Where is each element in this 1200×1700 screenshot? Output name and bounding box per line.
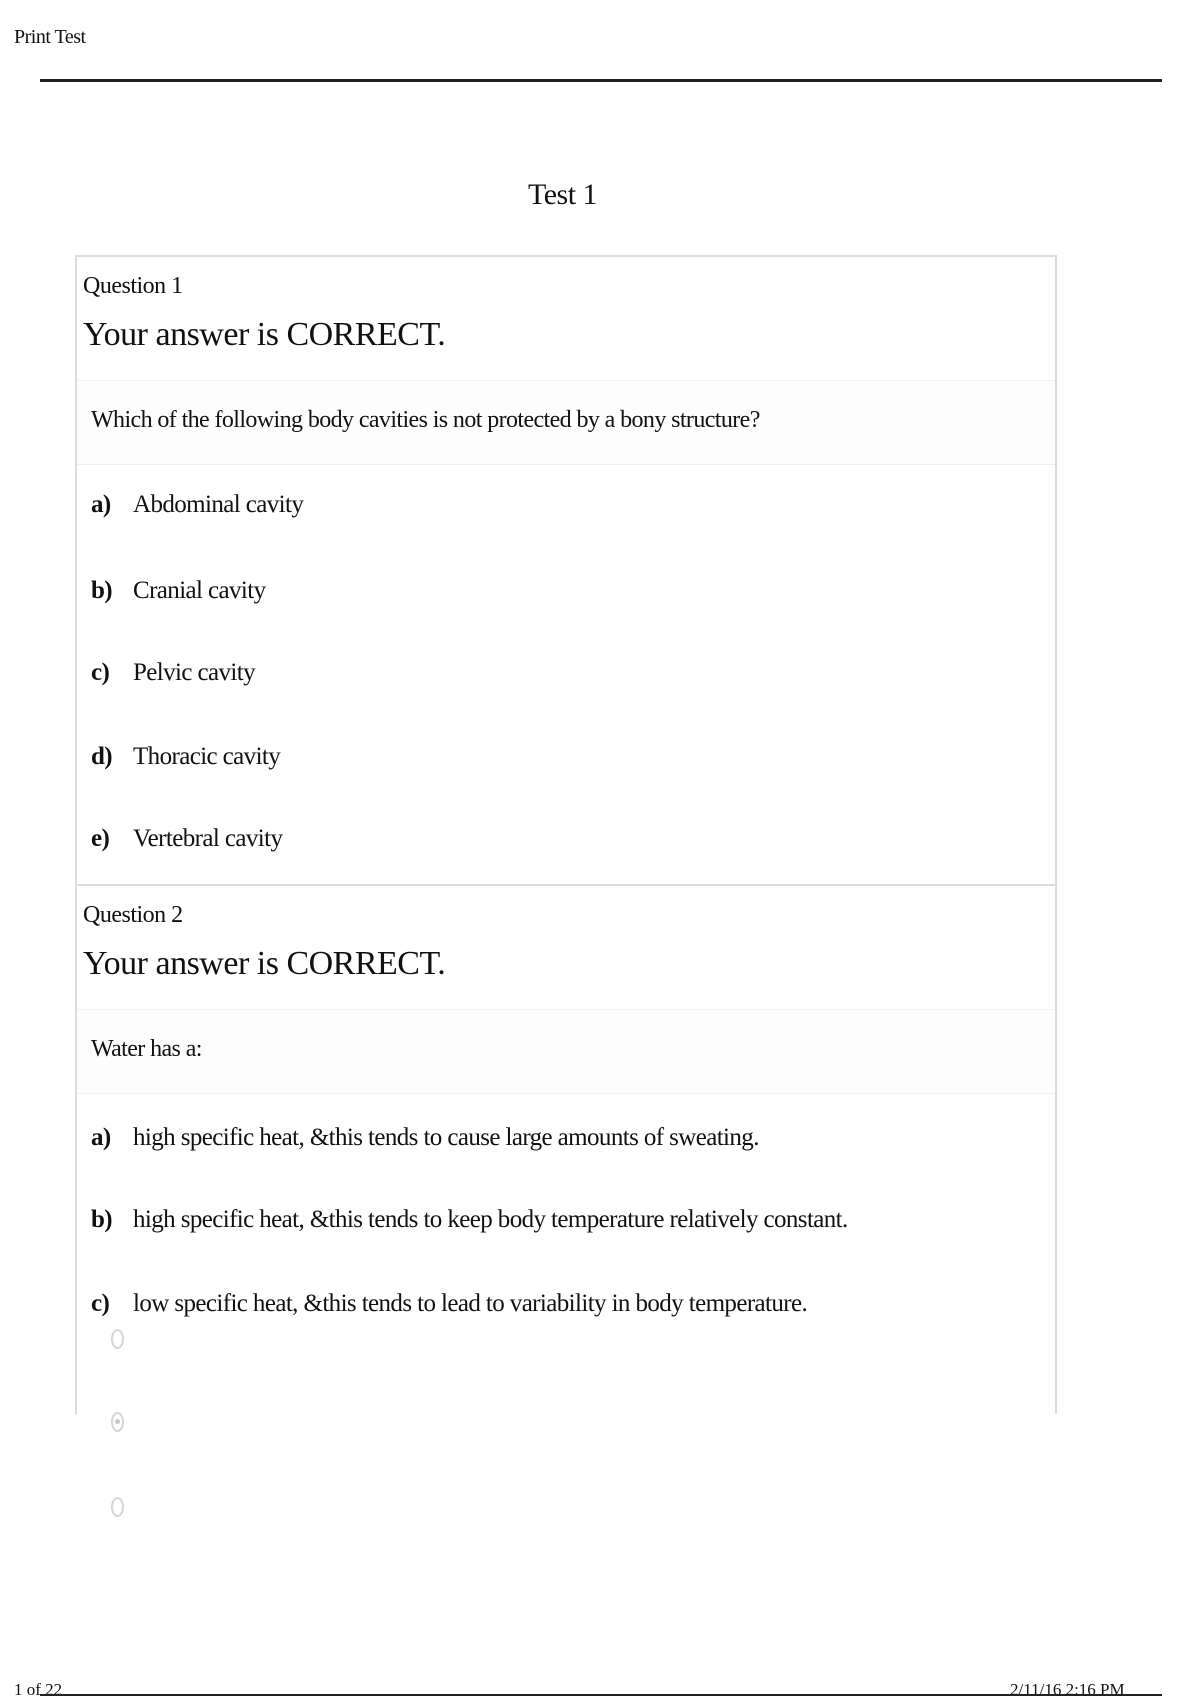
print-test-label: Print Test bbox=[14, 26, 86, 48]
option-text: high specific heat, &this tends to cause large amounts of sweating. bbox=[133, 1124, 759, 1151]
radio-option-a[interactable] bbox=[111, 1329, 124, 1349]
header-divider bbox=[40, 79, 1162, 82]
option-text: high specific heat, &this tends to keep body temperature relatively constant. bbox=[133, 1206, 848, 1233]
print-timestamp: 2/11/16 2:16 PM bbox=[1010, 1680, 1125, 1699]
option-letter: c) bbox=[91, 659, 110, 686]
option-letter: c) bbox=[91, 1290, 110, 1317]
answer-option-b[interactable] bbox=[91, 573, 266, 609]
radio-option-c[interactable] bbox=[111, 1497, 124, 1517]
answer-option-b[interactable] bbox=[91, 1202, 848, 1238]
option-letter: a) bbox=[91, 1124, 111, 1151]
option-text: Cranial cavity bbox=[133, 577, 266, 604]
question-card-1 bbox=[75, 255, 1057, 886]
option-letter: b) bbox=[91, 577, 113, 604]
answer-result: Your answer is CORRECT. bbox=[83, 945, 446, 982]
answer-option-a[interactable] bbox=[91, 1120, 759, 1156]
option-text: Vertebral cavity bbox=[133, 825, 283, 852]
option-letter: b) bbox=[91, 1206, 113, 1233]
option-text: Thoracic cavity bbox=[133, 743, 281, 770]
test-title: Test 1 bbox=[527, 178, 598, 211]
question-header bbox=[77, 886, 1055, 1010]
page-number: 1 of 22 bbox=[14, 1680, 63, 1699]
answer-option-d[interactable] bbox=[91, 739, 280, 775]
answer-option-e[interactable] bbox=[91, 821, 282, 857]
radio-option-b-selected[interactable] bbox=[111, 1412, 124, 1432]
question-text: Which of the following body cavities is not protected by a bony structure? bbox=[77, 381, 1055, 465]
option-text: Abdominal cavity bbox=[133, 491, 304, 518]
option-letter: d) bbox=[91, 743, 113, 770]
answer-option-c[interactable] bbox=[91, 1286, 807, 1322]
answer-option-c[interactable] bbox=[91, 655, 255, 691]
answer-result: Your answer is CORRECT. bbox=[83, 316, 446, 353]
answer-option-a[interactable] bbox=[91, 487, 303, 523]
question-number: Question 1 bbox=[83, 273, 183, 299]
question-number: Question 2 bbox=[83, 902, 183, 928]
option-letter: e) bbox=[91, 825, 110, 852]
option-text: low specific heat, &this tends to lead to variability in body temperature. bbox=[133, 1290, 808, 1317]
question-header bbox=[77, 257, 1055, 381]
question-card-2 bbox=[75, 884, 1057, 1414]
option-text: Pelvic cavity bbox=[133, 659, 256, 686]
footer-divider bbox=[40, 1694, 1162, 1696]
option-letter: a) bbox=[91, 491, 111, 518]
question-text: Water has a: bbox=[77, 1010, 1055, 1094]
